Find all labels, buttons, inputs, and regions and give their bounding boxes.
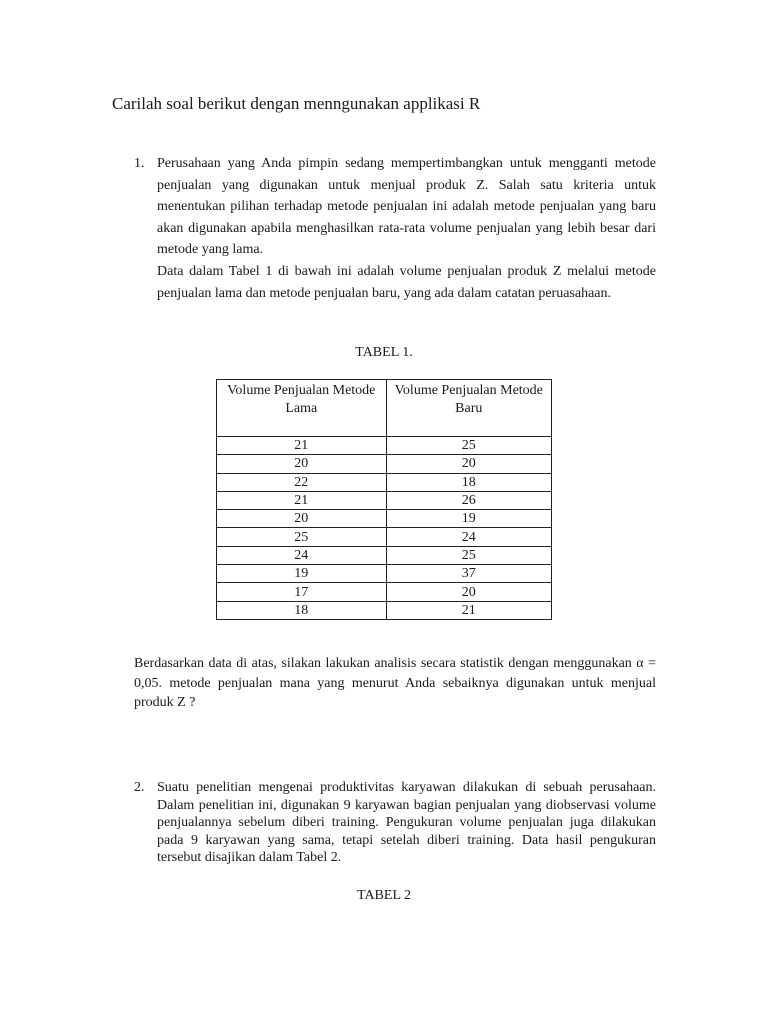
table-header-row [217,380,552,437]
item-number: 1. [134,156,145,171]
table-row [217,510,552,528]
page-title: Carilah soal berikut dengan menngunakan applikasi R [112,94,481,113]
column-header: Volume Penjualan Metode Baru [386,380,551,437]
item-body [157,153,656,304]
table-cell: 24 [217,546,387,564]
prompt-text: . metode penjualan mana yang menurut Anda sebaiknya digunakan untuk menjual produk Z ? [134,675,656,710]
table-cell: 21 [386,601,551,619]
table-cell: 19 [386,510,551,528]
table-caption: TABEL 1. [355,345,413,360]
table-cell: 20 [386,455,551,473]
table-row [217,565,552,583]
table-row [217,528,552,546]
question-item-2 [134,779,656,867]
question-item-1 [134,153,656,304]
question-prompt [134,654,656,713]
table-cell: 37 [386,565,551,583]
table-caption: TABEL 2 [357,888,411,903]
column-header: Volume Penjualan Metode Lama [217,380,387,437]
table-row [217,491,552,509]
table-cell: 19 [217,565,387,583]
table-row [217,583,552,601]
table-cell: 17 [217,583,387,601]
table-cell: 20 [386,583,551,601]
table-cell: 18 [386,473,551,491]
table-row [217,473,552,491]
table-row [217,601,552,619]
table-cell: 21 [217,491,387,509]
paragraph: Data dalam Tabel 1 di bawah ini adalah volume penjualan produk Z melalui metode penjualan lama dan metode penjualan baru, yang ada dalam catatan peruasahaan. [157,263,656,301]
table-cell: 24 [386,528,551,546]
data-table [216,379,552,620]
table-row [217,455,552,473]
prompt-text: Berdasarkan data di atas, silakan lakukan analisis secara statistik dengan menggunakan [134,656,637,671]
table-cell: 20 [217,510,387,528]
table-cell: 26 [386,491,551,509]
table-cell: 20 [217,455,387,473]
item-body [157,779,656,867]
table-row [217,546,552,564]
table-cell: 21 [217,437,387,455]
table-cell: 18 [217,601,387,619]
table-row [217,437,552,455]
table-cell: 22 [217,473,387,491]
paragraph: Perusahaan yang Anda pimpin sedang mempertimbangkan untuk mengganti metode penjualan yang digunakan untuk menjual produk Z. Salah satu kriteria untuk menentukan pilihan terhadap metode penjualan ini adalah metode penjualan yang baru akan digunakan apabila menghasilkan rata-rata volume penjualan yang lebih besar dari metode yang lama. [157,156,656,258]
table-cell: 25 [386,546,551,564]
table-cell: 25 [386,437,551,455]
table-cell: 25 [217,528,387,546]
item-number: 2. [134,780,145,795]
paragraph: Suatu penelitian mengenai produktivitas karyawan dilakukan di sebuah perusahaan. Dalam penelitian ini, digunakan 9 karyawan bagian penjualan yang diobservasi volume penjualannya sebelum diberi training. Pengukuran volume penjualan juga dilakukan pada 9 karyawan yang sama, tetapi setelah diberi training. Data hasil pengukuran tersebut disajikan dalam Tabel 2. [157,780,656,865]
alpha-value: α = 0,05 [134,656,657,691]
